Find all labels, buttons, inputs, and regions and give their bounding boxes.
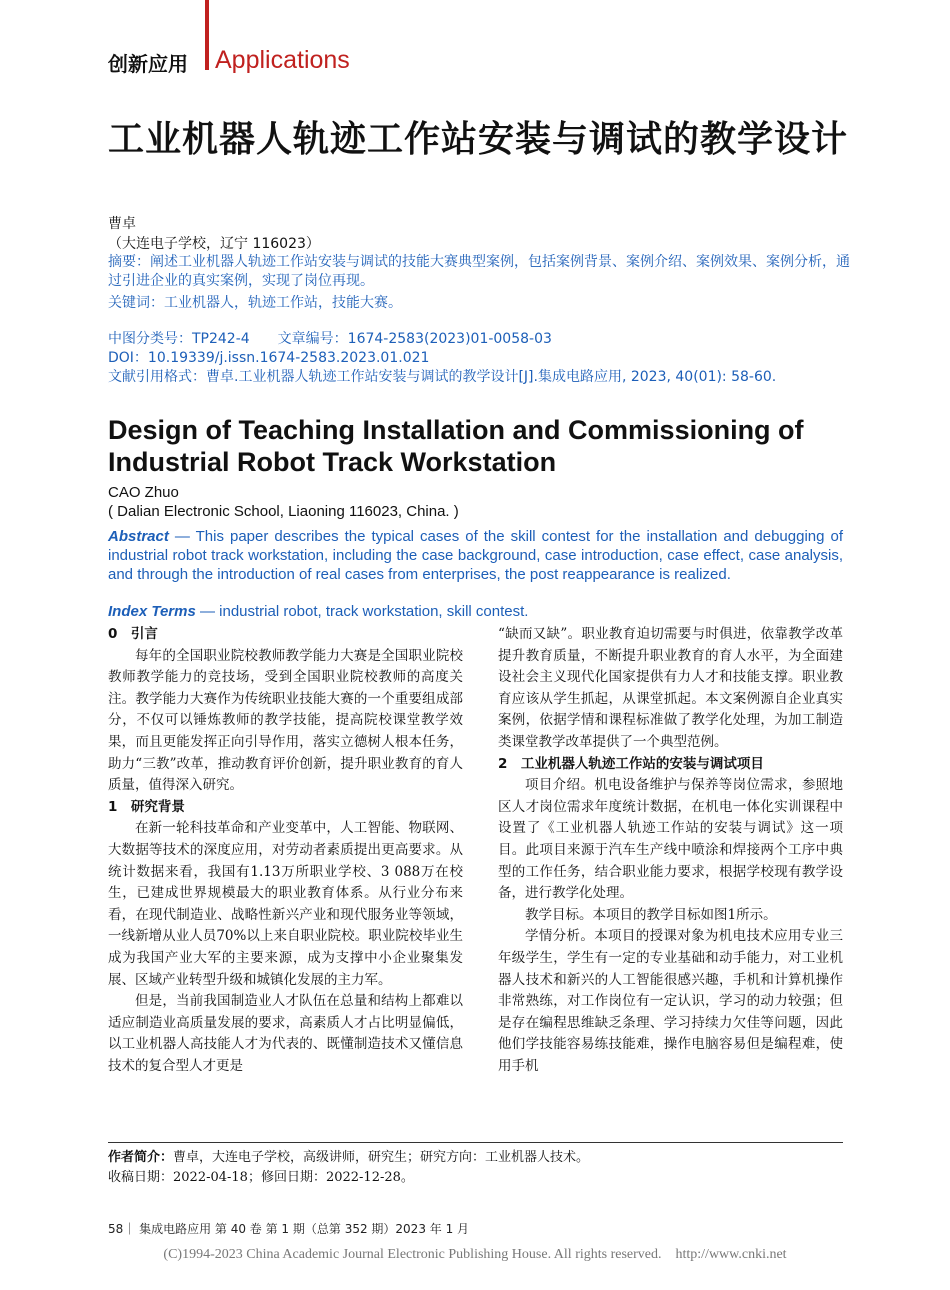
classification-line: 中图分类号：TP242-4 文章编号：1674-2583(2023)01-0058-03	[108, 331, 552, 347]
index-terms-text: — industrial robot, track workstation, skill contest.	[195, 603, 529, 620]
author-en: CAO Zhuo	[108, 484, 179, 501]
section-label-en: Applications	[215, 46, 350, 74]
affiliation-cn: （大连电子学校，辽宁 116023）	[108, 236, 320, 252]
paragraph: 每年的全国职业院校教师教学能力大赛是全国职业院校教师教学能力的竞技场，受到全国职业院校教师的高度关注。教学能力大赛作为传统职业技能大赛的一个重要组成部分，不仅可以锤炼教师的教学技能，提高院校课堂教学效果，而且更能发挥正向引导作用，落实立德树人根本任务，助力“三教”改革，推动教育评价创新，提升职业教育的育人质量，值得深入研究。	[108, 647, 463, 794]
abstract-en-label: Abstract	[108, 528, 169, 545]
section-label-cn: 创新应用	[108, 52, 188, 76]
page-footer: 58｜ 集成电路应用 第 40 卷 第 1 期（总第 352 期）2023 年 1 月	[108, 1222, 470, 1236]
paragraph: 但是，当前我国制造业人才队伍在总量和结构上都难以适应制造业高质量发展的要求，高素质人才占比明显偏低，以工业机器人高技能人才为代表的、既懂制造技术又懂信息技术的复合型人才更是	[108, 993, 463, 1074]
section-heading-intro: 0 引言	[108, 626, 158, 642]
section-heading-project: 2 工业机器人轨迹工作站的安装与调试项目	[498, 755, 764, 772]
section-heading-background: 1 研究背景	[108, 798, 185, 815]
paragraph: 教学目标。本项目的教学目标如图1所示。	[525, 906, 777, 923]
paragraph: 在新一轮科技革命和产业变革中，人工智能、物联网、大数据等技术的深度应用，对劳动者素质提出更高要求。从统计数据来看，我国有1.13万所职业学校、3 088万在校生，已建成世界规模最大的职业教育体系。从行业分布来看，在现代制造业、战略性新兴产业和现代服务业等领域，一线新增从业人员70%以上来自职业院校。职业院校毕业生成为我国产业大军的主要来源，成为支撑中小企业聚集发展、区域产业转型升级和城镇化发展的主力军。	[108, 820, 463, 988]
author-note-text: 曹卓，大连电子学校，高级讲师，研究生；研究方向：工业机器人技术。	[173, 1150, 590, 1165]
index-terms	[108, 603, 528, 620]
citation-line: 文献引用格式：曹卓.工业机器人轨迹工作站安装与调试的教学设计[J].集成电路应用, 2023, 40(01): 58-60.	[108, 369, 777, 385]
received-dates: 收稿日期：2022-04-18；修回日期：2022-12-28。	[108, 1170, 414, 1185]
author-note	[108, 1146, 589, 1165]
footnote-divider	[108, 1142, 843, 1143]
copyright-watermark: (C)1994-2023 China Academic Journal Electronic Publishing House. All rights reserved. http://www.cnki.net	[163, 1247, 787, 1262]
author-cn: 曹卓	[108, 216, 136, 232]
abstract-en	[108, 527, 843, 584]
article-title-cn: 工业机器人轨迹工作站安装与调试的教学设计	[108, 119, 849, 160]
keywords-cn: 关键词：工业机器人，轨迹工作站，技能大赛。	[108, 295, 402, 311]
article-title-en: Design of Teaching Installation and Commissioning of Industrial Robot Track Workstation	[108, 415, 804, 477]
index-terms-label: Index Terms	[108, 603, 196, 620]
body-right-column	[498, 624, 843, 1077]
doi-line: DOI：10.19339/j.issn.1674-2583.2023.01.021	[108, 350, 430, 366]
body-left-column	[108, 624, 463, 1077]
author-note-label: 作者简介：	[108, 1150, 174, 1165]
paragraph: 学情分析。本项目的授课对象为机电技术应用专业三年级学生，学生有一定的专业基础和动手能力，对工业机器人技术和新兴的人工智能很感兴趣，手机和计算机操作非常熟练，对工作岗位有一定认识，学习的动力较强；但是存在编程思维缺乏条理、学习持续力欠佳等问题，因此他们学技能容易练技能难，操作电脑容易但是编程难，使用手机	[498, 928, 843, 1074]
section-divider	[205, 0, 209, 70]
abstract-cn: 摘要：阐述工业机器人轨迹工作站安装与调试的技能大赛典型案例，包括案例背景、案例介绍、案例效果、案例分析，通过引进企业的真实案例，实现了岗位再现。	[108, 254, 850, 289]
affiliation-en: ( Dalian Electronic School, Liaoning 116023, China. )	[108, 503, 459, 520]
paragraph: 项目介绍。机电设备维护与保养等岗位需求，参照地区人才岗位需求年度统计数据，在机电一体化实训课程中设置了《工业机器人轨迹工作站的安装与调试》这一项目。此项目来源于汽车生产线中喷涂和焊接两个工序中典型的工作任务，结合职业能力要求，根据学校现有教学设备，进行教学化处理。	[498, 777, 843, 902]
paragraph: “缺而又缺”。职业教育迫切需要与时俱进，依靠教学改革提升教育质量，不断提升职业教育的育人水平，为全面建设社会主义现代化国家提供有力人才和技能支撑。职业教育应该从学生抓起，从课堂抓起。本文案例源自企业真实案例，依据学情和课程标准做了教学化处理，为加工制造类课堂教学改革提供了一个典型范例。	[498, 626, 843, 750]
abstract-en-text: — This paper describes the typical cases of the skill contest for the installation and debugging of industrial robot track workstation, including the case background, case introduction, case effect, case analysis, and through the introduction of real cases from enterprises, the post reappearance is realized.	[108, 528, 843, 583]
